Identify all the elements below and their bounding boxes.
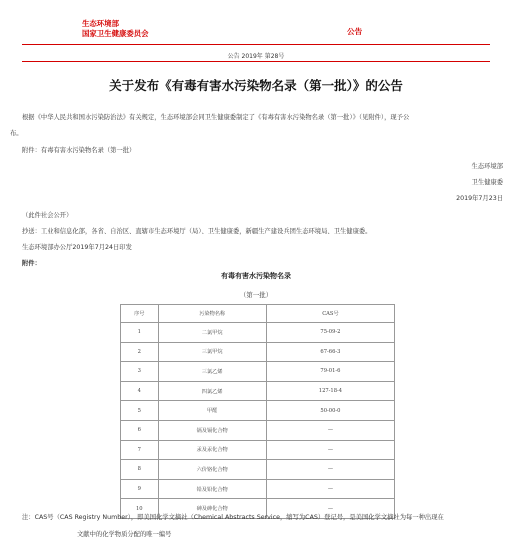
cell-name: 六价铬化合物 — [158, 460, 266, 480]
issuer-block — [82, 19, 149, 39]
cell-name: 三氯甲烷 — [158, 342, 266, 362]
annex-label: 附件： — [22, 260, 41, 267]
cell-name: 二氯甲烷 — [158, 323, 266, 343]
table-row — [121, 460, 395, 480]
paragraph-1-line-2: 布。 — [10, 130, 23, 137]
cell-index: 2 — [121, 342, 159, 362]
cell-cas: 79-01-6 — [266, 362, 394, 382]
attachment-line: 附件：有毒有害水污染物名录（第一批） — [22, 147, 136, 154]
table-header-row — [121, 305, 395, 323]
cell-cas: — — [266, 440, 394, 460]
annex-title: 有毒有害水污染物名录 — [221, 272, 291, 280]
header-cas: CAS号 — [266, 305, 394, 323]
cell-cas: — — [266, 460, 394, 480]
cell-cas: — — [266, 420, 394, 440]
table-row — [121, 440, 395, 460]
cell-name: 甲醛 — [158, 401, 266, 421]
cell-index: 6 — [121, 420, 159, 440]
cell-index: 4 — [121, 381, 159, 401]
issuer-line-1: 生态环境部 — [82, 19, 119, 28]
issue-number: 公告 2019年 第28号 — [227, 53, 285, 60]
table-row — [121, 479, 395, 499]
table-row — [121, 381, 395, 401]
cell-name: 三氯乙烯 — [158, 362, 266, 382]
cell-name: 铅及铅化合物 — [158, 479, 266, 499]
header-name: 污染物名称 — [158, 305, 266, 323]
table-row — [121, 323, 395, 343]
footnote-line-2: 文献中的化学物质分配的唯一编号 — [77, 531, 172, 538]
document-title: 关于发布《有毒有害水污染物名录（第一批）》的公告 — [109, 78, 403, 93]
header-index: 序号 — [121, 305, 159, 323]
cell-name: 汞及汞化合物 — [158, 440, 266, 460]
printed-line: 生态环境部办公厅2019年7月24日印发 — [22, 244, 132, 251]
cell-cas: 67-66-3 — [266, 342, 394, 362]
signature-1: 生态环境部 — [471, 163, 503, 170]
signature-date: 2019年7月23日 — [456, 195, 503, 202]
cell-name: 砷及砷化合物 — [158, 499, 266, 519]
cell-index: 8 — [121, 460, 159, 480]
annex-subtitle: （第一批） — [239, 291, 273, 299]
pollutant-table — [120, 304, 395, 519]
cell-index: 10 — [121, 499, 159, 519]
cell-cas: 50-00-0 — [266, 401, 394, 421]
issue-rule — [22, 61, 490, 62]
notice-label: 公告 — [347, 27, 363, 36]
cell-cas: 127-18-4 — [266, 381, 394, 401]
signature-2: 卫生健康委 — [471, 179, 503, 186]
cell-index: 9 — [121, 479, 159, 499]
cell-cas: — — [266, 479, 394, 499]
table-row — [121, 342, 395, 362]
public-note: （此件社会公开） — [22, 212, 73, 219]
cell-index: 1 — [121, 323, 159, 343]
cell-name: 四氯乙烯 — [158, 381, 266, 401]
issuer-line-2: 国家卫生健康委员会 — [82, 29, 149, 38]
footnote-line-1: 注：CAS号（CAS Registry Number），即美国化学文摘社（Chemical Abstracts Service，缩写为CAS）登记号，是美国化学文摘社为每一种出现在 — [22, 514, 444, 521]
cell-cas: 75-09-2 — [266, 323, 394, 343]
cell-index: 7 — [121, 440, 159, 460]
table-row — [121, 362, 395, 382]
cc-line: 抄送：工业和信息化部，各省、自治区、直辖市生态环境厅（局）、卫生健康委，新疆生产建设兵团生态环境局、卫生健康委。 — [22, 228, 372, 235]
table-row — [121, 420, 395, 440]
paragraph-1-line-1: 根据《中华人民共和国水污染防治法》有关规定，生态环境部会同卫生健康委制定了《有毒有害水污染物名录（第一批）》（见附件），现予公 — [22, 114, 410, 121]
cell-index: 5 — [121, 401, 159, 421]
cell-index: 3 — [121, 362, 159, 382]
table-row — [121, 401, 395, 421]
cell-name: 镉及镉化合物 — [158, 420, 266, 440]
cell-cas: — — [266, 499, 394, 519]
header-rule — [22, 44, 490, 45]
